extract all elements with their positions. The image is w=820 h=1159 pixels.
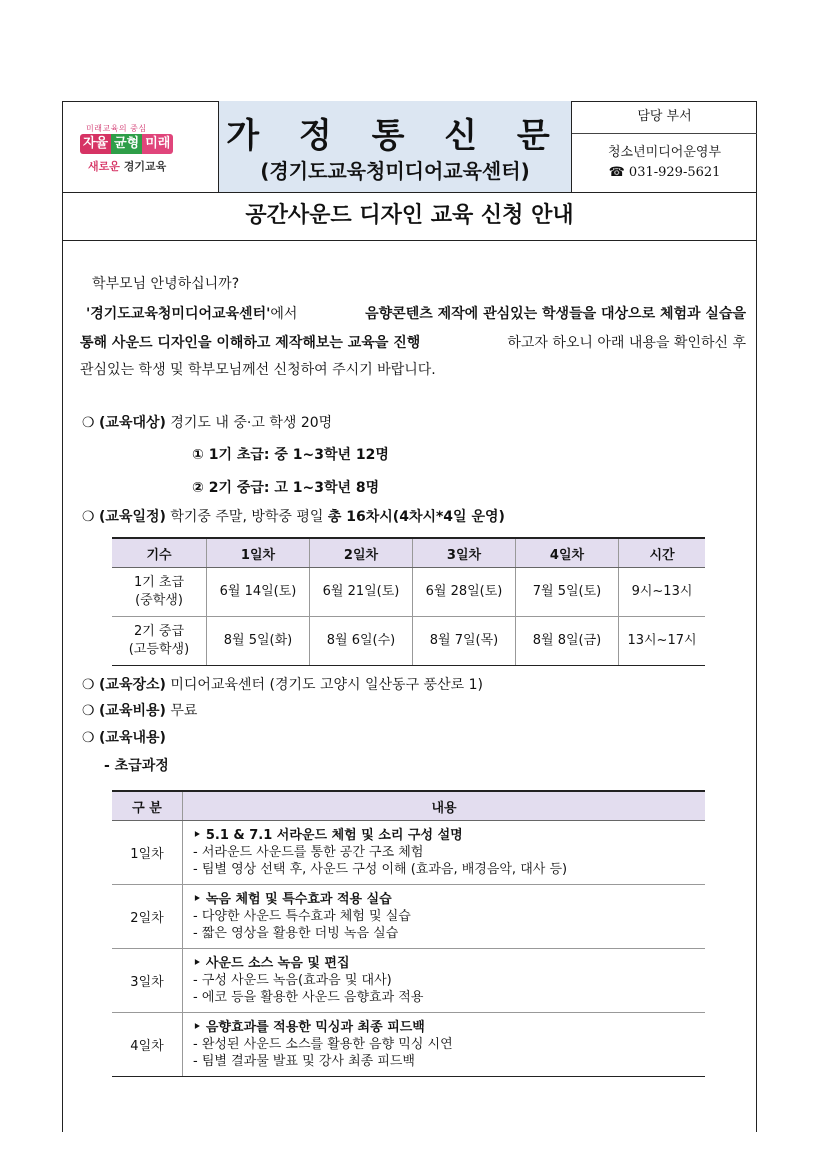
date-cell: 6월 28일(토) [413, 568, 516, 617]
cohort-sub: (고등학생) [128, 642, 190, 657]
desc-item: - 구성 사운드 녹음(효과음 및 대사) [193, 973, 392, 988]
intro-line-1 [86, 303, 746, 323]
desc-heading: ‣ 5.1 & 7.1 서라운드 체험 및 소리 구성 설명 [193, 828, 463, 843]
center-name: '경기도교육청미디어교육센터' [86, 306, 271, 322]
place-label: (교육장소) [99, 677, 166, 693]
target-item-2: ② 2기 중급: 고 1~3학년 8명 [192, 480, 380, 496]
desc-heading: ‣ 사운드 소스 녹음 및 편집 [193, 956, 350, 971]
intro-bold-1: 음향콘텐츠 제작에 관심있는 학생들을 대상으로 체험과 실습을 [365, 306, 746, 322]
place-text: 미디어교육센터 (경기도 고양시 일산동구 풍산로 1) [170, 677, 483, 693]
cost-label: (교육비용) [99, 703, 166, 719]
bullet-icon: ❍ [82, 677, 95, 693]
cost-text: 무료 [170, 703, 198, 719]
table-row [112, 617, 705, 666]
time-cell: 9시~13시 [619, 568, 706, 617]
schedule-label: (교육일정) [99, 509, 166, 525]
header-cell: 4일차 [516, 538, 619, 568]
cohort-name: 1기 초급 [133, 575, 185, 590]
header-cell: 시간 [619, 538, 706, 568]
schedule-line [82, 506, 505, 526]
bullet-icon: ❍ [82, 703, 95, 719]
schedule-header-row [112, 538, 705, 568]
cohort-sub: (중학생) [135, 593, 183, 608]
desc-item: - 완성된 사운드 소스를 활용한 음향 믹싱 시연 [193, 1037, 453, 1052]
date-cell: 8월 6일(수) [310, 617, 413, 666]
schedule-total: 총 16차시(4차시*4일 운영) [327, 509, 505, 525]
intro-line-3: 관심있는 학생 및 학부모님께선 신청하여 주시기 바랍니다. [80, 362, 436, 378]
table-row [112, 949, 705, 1013]
date-cell: 8월 8일(금) [516, 617, 619, 666]
desc-cell [183, 949, 706, 1013]
table-row [112, 568, 705, 617]
logo-word-3: 미래 [142, 134, 173, 154]
header [62, 101, 757, 193]
header-cell: 3일차 [413, 538, 516, 568]
intro-text-1: 에서 [270, 306, 298, 322]
header-cell: 구 분 [112, 791, 183, 821]
desc-heading: ‣ 음향효과를 적용한 믹싱과 최종 피드백 [193, 1020, 425, 1035]
department-phone [572, 165, 757, 180]
desc-item: - 다양한 사운드 특수효과 체험 및 실습 [193, 909, 411, 924]
desc-item: - 팀별 영상 선택 후, 사운드 구성 이해 (효과음, 배경음악, 대사 등) [193, 862, 568, 877]
logo [62, 101, 218, 192]
course-title: - 초급과정 [104, 758, 169, 774]
intro-text-2: 하고자 하오니 아래 내용을 확인하신 후 [507, 335, 746, 351]
greeting: 학부모님 안녕하십니까? [92, 276, 240, 292]
cost-line [82, 700, 197, 720]
date-cell: 7월 5일(토) [516, 568, 619, 617]
content-line [82, 727, 166, 747]
date-cell: 8월 7일(목) [413, 617, 516, 666]
schedule-text: 학기중 주말, 방학중 평일 [170, 509, 328, 525]
target-text: 경기도 내 중·고 학생 20명 [170, 415, 333, 431]
department-name: 청소년미디어운영부 [607, 145, 722, 160]
desc-cell [183, 1013, 706, 1077]
table-row [112, 1013, 705, 1077]
target-label: (교육대상) [99, 415, 166, 431]
logo-word-1: 자율 [80, 134, 111, 154]
content-table [112, 790, 705, 1077]
bullet-icon: ❍ [82, 415, 95, 431]
time-cell: 13시~17시 [619, 617, 706, 666]
desc-cell [183, 885, 706, 949]
newsletter-subtitle: (경기도교육청미디어교육센터) [260, 159, 530, 183]
logo-brand-part-1: 새로운 [88, 160, 120, 173]
place-line [82, 674, 483, 694]
day-cell: 1일차 [112, 821, 183, 885]
content-header-row [112, 791, 705, 821]
desc-item: - 에코 등을 활용한 사운드 음향효과 적용 [193, 990, 424, 1005]
intro-bold-2: 통해 사운드 디자인을 이해하고 제작해보는 교육을 진행 [80, 335, 421, 351]
desc-item: - 팀별 결과물 발표 및 강사 최종 피드백 [193, 1054, 415, 1069]
schedule-table [112, 537, 705, 666]
target-item-1: ① 1기 초급: 중 1~3학년 12명 [192, 447, 389, 463]
day-cell: 3일차 [112, 949, 183, 1013]
cohort-cell [112, 568, 207, 617]
date-cell: 8월 5일(화) [207, 617, 310, 666]
day-cell: 2일차 [112, 885, 183, 949]
header-cell: 1일차 [207, 538, 310, 568]
phone-icon: ☎ [608, 165, 625, 180]
department-label: 담당 부서 [572, 101, 757, 134]
department-box [572, 101, 757, 192]
desc-item: - 서라운드 사운드를 통한 공간 구조 체험 [193, 845, 424, 860]
logo-word-2: 균형 [111, 134, 142, 154]
bullet-icon: ❍ [82, 730, 95, 746]
date-cell: 6월 21일(토) [310, 568, 413, 617]
bullet-icon: ❍ [82, 509, 95, 525]
content-label: (교육내용) [99, 730, 166, 746]
cohort-cell [112, 617, 207, 666]
desc-cell [183, 821, 706, 885]
logo-slogan [80, 134, 173, 154]
table-row [112, 885, 705, 949]
logo-brand-part-2: 경기교육 [123, 160, 167, 173]
phone-number: 031-929-5621 [628, 165, 721, 180]
logo-brand [88, 158, 166, 174]
intro-line-2 [80, 332, 746, 352]
target-line [82, 412, 332, 432]
header-cell: 내용 [183, 791, 706, 821]
table-row [112, 821, 705, 885]
header-cell: 2일차 [310, 538, 413, 568]
title-box [218, 101, 572, 192]
logo-tagline: 미래교육의 중심 [86, 124, 147, 133]
cohort-name: 2기 중급 [133, 624, 185, 639]
desc-heading: ‣ 녹음 체험 및 특수효과 적용 실습 [193, 892, 392, 907]
header-cell: 기수 [112, 538, 207, 568]
day-cell: 4일차 [112, 1013, 183, 1077]
newsletter-title: 가 정 통 신 문 [226, 116, 564, 156]
document-title: 공간사운드 디자인 교육 신청 안내 [62, 192, 757, 241]
desc-item: - 짧은 영상을 활용한 더빙 녹음 실습 [193, 926, 399, 941]
date-cell: 6월 14일(토) [207, 568, 310, 617]
